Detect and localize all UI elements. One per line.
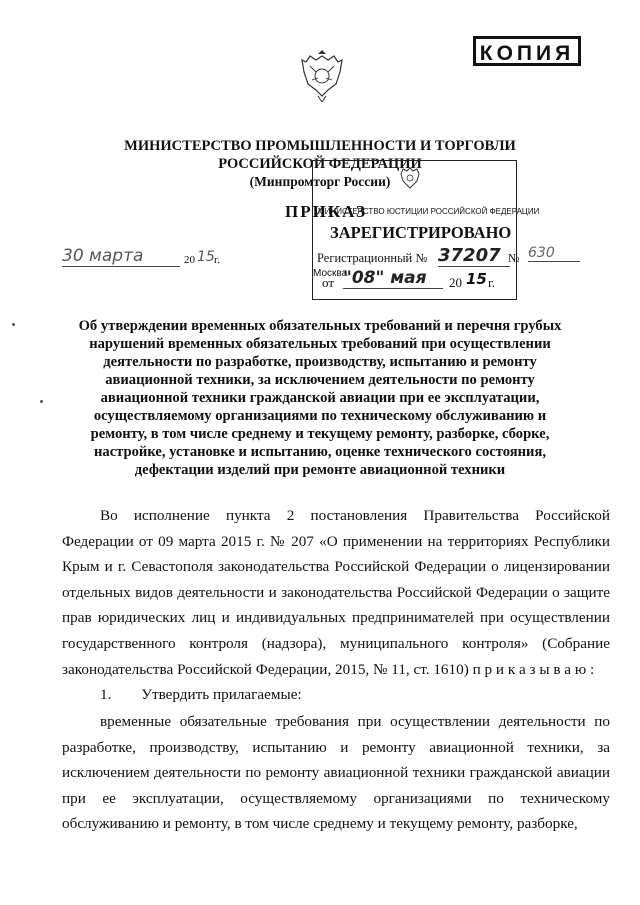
order-directive: п р и к а з ы в а ю : — [472, 660, 595, 678]
stamp-date: "08" мая — [343, 268, 443, 289]
order-date-day: 30 марта — [62, 246, 180, 267]
stamp-status: ЗАРЕГИСТРИРОВАНО — [330, 223, 512, 242]
stamp-reg-number: 37207 — [438, 245, 510, 267]
margin-mark — [40, 400, 43, 403]
document-type-title: ПРИКАЗ — [285, 202, 367, 221]
ministry-name-line2: РОССИЙСКОЙ ФЕДЕРАЦИИ — [218, 156, 422, 172]
order-year-prefix: 20 — [184, 254, 195, 266]
order-city: Москва — [313, 268, 348, 279]
order-title: Об утверждении временных обязательных требований и перечня грубых нарушений временных обязательных требований при осуществлении деятельности по разработке, производству, испытанию и ремонту авиационной техники, за исключением деятельности по ремонту авиационной техники гражданской авиации при ее эксплуатации, осуществляемому организациями по техническому обслуживанию и ремонту, в том числе среднему и текущему ремонту, разборке, сборке, настройке, установке и испытанию, оценке технического состояния, дефектации изделий при ремонте авиационной техники — [78, 318, 562, 478]
stamp-year: 15 — [466, 270, 487, 288]
stamp-reg-label: Регистрационный № — [317, 251, 428, 265]
item-1-number: 1. — [100, 686, 112, 703]
margin-mark — [12, 323, 15, 326]
stamp-emblem-icon — [398, 166, 422, 190]
body-paragraph-1-text: Во исполнение пункта 2 постановления Правительства Российской Федерации от 09 марта 2015 г. № 207 «О применении на территориях Республики Крым и г. Севастополя законодательства Российской Федерации о лицензировании отдельных видов деятельности и законодательства Российской Федерации о защите прав юридических лиц и индивидуальных предпринимателей при осуществлении государственного контроля (надзора), муниципального контроля» (Собрание законодательства Российской Федерации, 2015, № 11, ст. 1610) — [62, 507, 610, 678]
item-1-text: Утвердить прилагаемые: — [141, 686, 302, 703]
body-item-1 — [100, 682, 500, 708]
body-paragraph-2: временные обязательные требования при осуществлении деятельности по разработке, производству, испытанию и ремонту авиационной техники, за исключением деятельности по ремонту авиационной техники гражданской авиации при ее эксплуатации, осуществляемому организациями по техническому обслуживанию и ремонту, в том числе среднему и текущему ремонту, разборке, — [62, 713, 610, 833]
coat-of-arms-icon — [298, 50, 346, 102]
order-number: 630 — [528, 245, 580, 262]
copy-stamp: КОПИЯ — [473, 36, 581, 66]
ministry-short-name: (Минпромторг России) — [249, 174, 391, 189]
order-number-sign: № — [508, 251, 520, 265]
body-paragraph-1 — [62, 503, 610, 682]
stamp-year-suffix: г. — [488, 275, 496, 290]
stamp-organization: МИНИСТЕРСТВО ЮСТИЦИИ РОССИЙСКОЙ ФЕДЕРАЦИИ — [318, 207, 540, 216]
order-date-suffix: г. — [214, 254, 221, 266]
stamp-year-prefix: 20 — [449, 275, 462, 290]
order-year: 15 — [197, 249, 215, 265]
stamp-date-prefix: от — [322, 275, 335, 290]
ministry-name-line1: МИНИСТЕРСТВО ПРОМЫШЛЕННОСТИ И ТОРГОВЛИ — [124, 138, 516, 154]
